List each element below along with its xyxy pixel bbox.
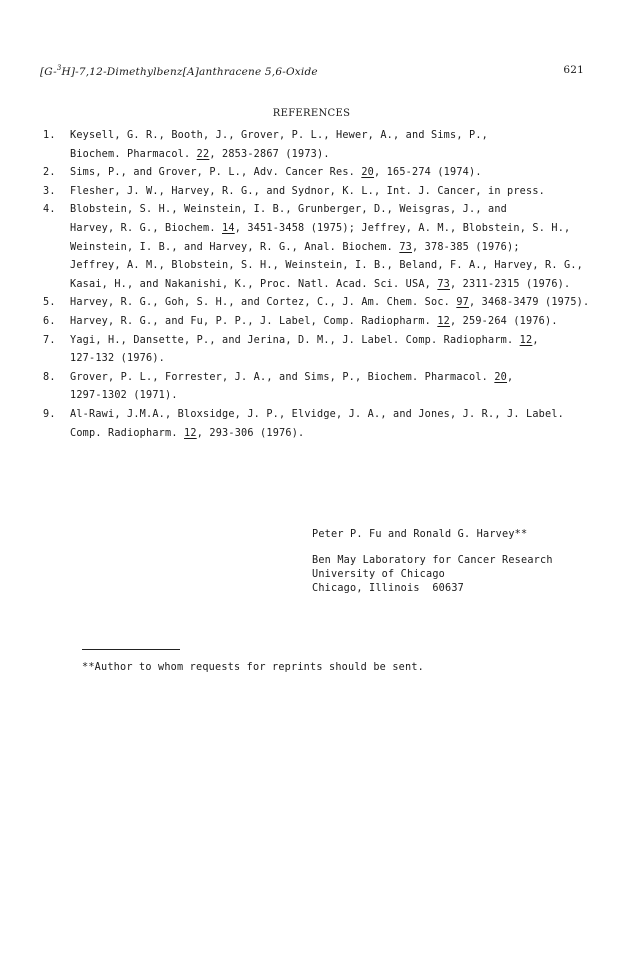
reference-segment: 127-132 (1976). bbox=[70, 353, 166, 365]
volume-number: 14 bbox=[222, 222, 235, 234]
reference-number: 2. bbox=[43, 167, 56, 179]
reference-segment: Harvey, R. G., and Fu, P. P., J. Label, Comp. Radiopharm. bbox=[70, 315, 438, 327]
reference-text bbox=[70, 127, 610, 164]
reference-line bbox=[70, 276, 610, 295]
footnote: **Author to whom requests for reprints should be sent. bbox=[82, 662, 425, 673]
volume-number: 73 bbox=[399, 241, 413, 253]
reference-text bbox=[70, 332, 610, 369]
reference-segment: , bbox=[532, 334, 539, 346]
volume-number: 20 bbox=[494, 371, 508, 383]
reference-item bbox=[30, 201, 610, 294]
reference-item bbox=[30, 294, 610, 313]
volume-number: 22 bbox=[196, 148, 210, 160]
reference-segment: , 3468-3479 (1975). bbox=[469, 297, 590, 309]
reference-segment: , 2853-2867 (1973). bbox=[209, 148, 330, 160]
reference-number: 6. bbox=[43, 315, 56, 327]
reference-number: 5. bbox=[43, 297, 56, 309]
reference-line bbox=[70, 387, 610, 406]
reference-line bbox=[70, 127, 610, 146]
reference-number: 3. bbox=[43, 185, 56, 197]
reference-line bbox=[70, 146, 610, 165]
reference-line bbox=[70, 201, 610, 220]
reference-item bbox=[30, 183, 610, 202]
reference-text bbox=[70, 313, 610, 332]
reference-item bbox=[30, 332, 610, 369]
reference-line bbox=[70, 406, 610, 425]
reference-item bbox=[30, 406, 610, 443]
reference-line bbox=[70, 294, 610, 313]
reference-segment: , 378-385 (1976); bbox=[412, 241, 520, 253]
volume-number: 97 bbox=[456, 297, 470, 309]
reference-number: 8. bbox=[43, 371, 56, 383]
reference-segment: Biochem. Pharmacol. bbox=[70, 148, 197, 160]
reference-line bbox=[70, 425, 610, 444]
reference-text bbox=[70, 294, 610, 313]
reference-line bbox=[70, 332, 610, 351]
reference-segment: 1297-1302 (1971). bbox=[70, 390, 178, 402]
reference-segment: , bbox=[507, 371, 514, 383]
reference-segment: , 165-274 (1974). bbox=[374, 167, 482, 179]
reference-text bbox=[70, 183, 610, 202]
reference-segment: Blobstein, S. H., Weinstein, I. B., Grunberger, D., Weisgras, J., and bbox=[70, 204, 508, 216]
reference-segment: Harvey, R. G., Biochem. bbox=[70, 222, 223, 234]
volume-number: 73 bbox=[437, 278, 451, 290]
running-head bbox=[40, 64, 584, 80]
reference-segment: Weinstein, I. B., and Harvey, R. G., Anal. Biochem. bbox=[70, 241, 400, 253]
reference-line bbox=[70, 164, 610, 183]
reference-segment: Grover, P. L., Forrester, J. A., and Sims, P., Biochem. Pharmacol. bbox=[70, 371, 495, 383]
volume-number: 12 bbox=[437, 315, 451, 327]
page-number: 621 bbox=[563, 64, 584, 76]
volume-number: 20 bbox=[361, 167, 375, 179]
reference-segment: Jeffrey, A. M., Blobstein, S. H., Weinstein, I. B., Beland, F. A., Harvey, R. G., bbox=[70, 260, 584, 272]
reference-line bbox=[70, 183, 610, 202]
reference-text bbox=[70, 201, 610, 294]
reference-segment: Comp. Radiopharm. bbox=[70, 427, 185, 439]
reference-line bbox=[70, 350, 610, 369]
reference-segment: Harvey, R. G., Goh, S. H., and Cortez, C., J. Am. Chem. Soc. bbox=[70, 297, 457, 309]
signature-block bbox=[312, 528, 553, 596]
reference-segment: , 293-306 (1976). bbox=[196, 427, 305, 439]
reference-line bbox=[70, 369, 610, 388]
reference-item bbox=[30, 127, 610, 164]
affiliation-line: Chicago, Illinois 60637 bbox=[312, 583, 465, 594]
volume-number: 12 bbox=[519, 334, 533, 346]
reference-line bbox=[70, 257, 610, 276]
reference-segment: Yagi, H., Dansette, P., and Jerina, D. M., J. Label. Comp. Radiopharm. bbox=[70, 334, 520, 346]
volume-number: 12 bbox=[184, 427, 197, 439]
reference-segment: , 259-264 (1976). bbox=[450, 315, 558, 327]
reference-line bbox=[70, 313, 610, 332]
affiliation-line: University of Chicago bbox=[312, 569, 446, 580]
reference-line bbox=[70, 220, 610, 239]
author-names: Peter P. Fu and Ronald G. Harvey** bbox=[312, 529, 528, 540]
reference-segment: Kasai, H., and Nakanishi, K., Proc. Natl. Acad. Sci. USA, bbox=[70, 278, 438, 290]
reference-segment: , 2311-2315 (1976). bbox=[450, 278, 571, 290]
reference-item bbox=[30, 313, 610, 332]
reference-number: 9. bbox=[43, 408, 56, 420]
reference-item bbox=[30, 164, 610, 183]
reference-number: 4. bbox=[43, 204, 56, 216]
reference-text bbox=[70, 164, 610, 183]
reference-segment: Al-Rawi, J.M.A., Bloxsidge, J. P., Elvidge, J. A., and Jones, J. R., J. Label. bbox=[70, 408, 565, 420]
reference-text bbox=[70, 406, 610, 443]
footnote-divider bbox=[82, 649, 180, 650]
reference-segment: , 3451-3458 (1975); Jeffrey, A. M., Blobstein, S. H., bbox=[234, 222, 571, 234]
reference-line bbox=[70, 239, 610, 258]
reference-list bbox=[30, 127, 610, 443]
reference-segment: Keysell, G. R., Booth, J., Grover, P. L., Hewer, A., and Sims, P., bbox=[70, 130, 489, 141]
reference-number: 1. bbox=[43, 130, 56, 141]
running-title: [G-$^3$H]-7,12-Dimethylbenz[A]anthracene 5,6-Oxide bbox=[40, 64, 318, 78]
reference-number: 7. bbox=[43, 334, 56, 346]
affiliation-line: Ben May Laboratory for Cancer Research bbox=[312, 555, 553, 566]
reference-segment: Sims, P., and Grover, P. L., Adv. Cancer Res. bbox=[70, 167, 362, 179]
references-heading: REFERENCES bbox=[272, 108, 351, 119]
reference-item bbox=[30, 369, 610, 406]
reference-text bbox=[70, 369, 610, 406]
reference-segment: Flesher, J. W., Harvey, R. G., and Sydnor, K. L., Int. J. Cancer, in press. bbox=[70, 185, 546, 197]
